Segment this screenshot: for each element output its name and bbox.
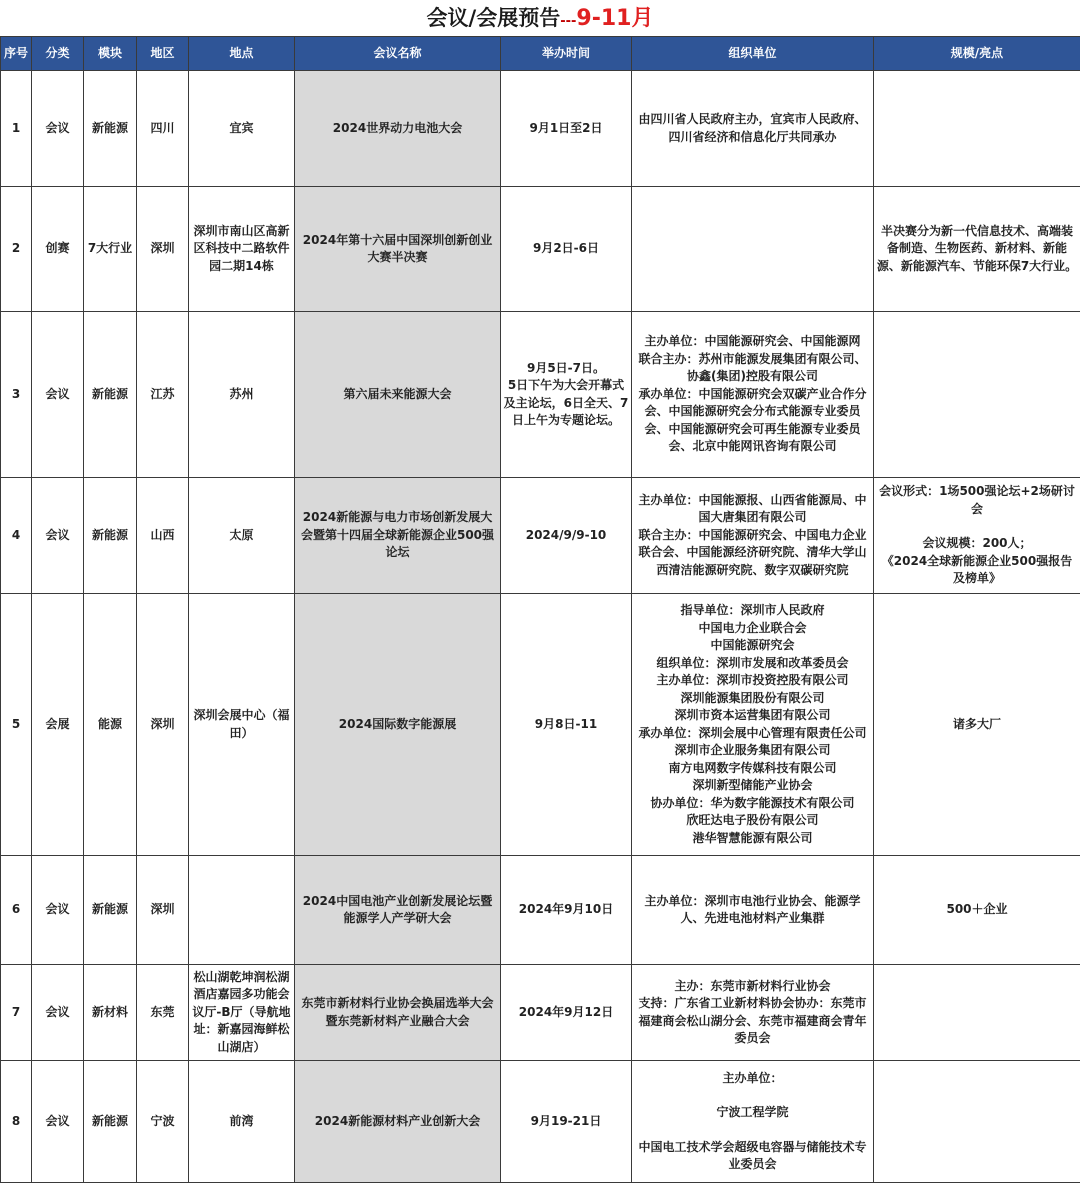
cell-no: 2 (1, 187, 32, 312)
cell-name: 东莞市新材料行业协会换届选举大会暨东莞新材料产业融合大会 (295, 965, 501, 1061)
cell-line: 深圳新型储能产业协会 (692, 778, 813, 792)
header-row (1, 37, 1080, 71)
cell-line: 南方电网数字传媒科技有限公司 (668, 760, 837, 775)
cell-region: 深圳 (137, 187, 189, 312)
cell-line: 主办单位：中国能源研究会、中国能源网 (644, 334, 861, 349)
cell-line: 会议形式：1场500强论坛+2场研讨会 (879, 484, 1075, 516)
cell-no: 7 (1, 965, 32, 1061)
cell-highlight (874, 1061, 1080, 1183)
cell-line: 《2024全球新能源企业500强报告及榜单》 (881, 553, 1073, 586)
cell-category: 会议 (32, 856, 84, 965)
cell-line: 主办：东莞市新材料行业协会 (674, 978, 831, 993)
table-row (1, 71, 1080, 187)
cell-time: 9月8日-11 (501, 594, 632, 856)
cell-location: 太原 (189, 478, 295, 594)
cell-no: 4 (1, 478, 32, 594)
cell-highlight: 半决赛分为新一代信息技术、高端装备制造、生物医药、新材料、新能源、新能源汽车、节能环保7大行业。 (874, 187, 1080, 312)
col-header-category: 分类 (32, 37, 84, 71)
cell-no: 3 (1, 312, 32, 478)
cell-line: 联合主办：苏州市能源发展集团有限公司、协鑫(集团)控股有限公司 (638, 351, 867, 384)
cell-module: 新能源 (84, 856, 137, 965)
cell-line: 深圳市资本运营集团有限公司 (674, 708, 831, 722)
cell-organizer (632, 1061, 874, 1183)
cell-location (189, 856, 295, 965)
cell-line: 承办单位：深圳会展中心管理有限责任公司 (638, 725, 867, 740)
table-row (1, 312, 1080, 478)
page-title (0, 0, 1080, 36)
cell-time (501, 312, 632, 478)
cell-module: 能源 (84, 594, 137, 856)
cell-module: 新能源 (84, 71, 137, 187)
cell-line: 会议规模：200人； (922, 536, 1032, 551)
cell-time: 2024年9月12日 (501, 965, 632, 1061)
title-range: 9-11月 (576, 6, 654, 31)
table-row (1, 478, 1080, 594)
cell-no: 8 (1, 1061, 32, 1183)
cell-no: 6 (1, 856, 32, 965)
cell-category: 会议 (32, 478, 84, 594)
cell-region: 宁波 (137, 1061, 189, 1183)
col-header-module: 模块 (84, 37, 137, 71)
schedule-table (0, 36, 1080, 1183)
cell-time: 9月19-21日 (501, 1061, 632, 1183)
col-header-highlight: 规模/亮点 (874, 37, 1080, 71)
table-row (1, 187, 1080, 312)
cell-category: 会议 (32, 965, 84, 1061)
cell-time: 2024年9月10日 (501, 856, 632, 965)
cell-module: 7大行业 (84, 187, 137, 312)
cell-name: 2024国际数字能源展 (295, 594, 501, 856)
cell-name: 2024新能源与电力市场创新发展大会暨第十四届全球新能源企业500强论坛 (295, 478, 501, 594)
cell-time: 2024/9/9-10 (501, 478, 632, 594)
cell-organizer (632, 478, 874, 594)
cell-location: 宜宾 (189, 71, 295, 187)
cell-name: 第六届未来能源大会 (295, 312, 501, 478)
cell-highlight (874, 965, 1080, 1061)
cell-name: 2024世界动力电池大会 (295, 71, 501, 187)
cell-region: 东莞 (137, 965, 189, 1061)
cell-no: 1 (1, 71, 32, 187)
cell-line (634, 1122, 871, 1139)
table-row (1, 1061, 1080, 1183)
cell-highlight: 500＋企业 (874, 856, 1080, 965)
cell-line: 欣旺达电子股份有限公司 (686, 813, 819, 827)
cell-category: 会议 (32, 312, 84, 478)
cell-line: 指导单位：深圳市人民政府 (680, 603, 825, 617)
cell-organizer: 主办单位：深圳市电池行业协会、能源学人、先进电池材料产业集群 (632, 856, 874, 965)
cell-module: 新材料 (84, 965, 137, 1061)
cell-category: 会议 (32, 1061, 84, 1183)
cell-line: 主办单位：中国能源报、山西省能源局、中国大唐集团有限公司 (638, 492, 867, 525)
cell-location: 松山湖乾坤润松湖酒店嘉园多功能会议厅-B厅（导航地址：新嘉园海鲜松山湖店） (189, 965, 295, 1061)
cell-line: 深圳能源集团股份有限公司 (680, 690, 825, 705)
cell-region: 山西 (137, 478, 189, 594)
cell-line: 中国电力企业联合会 (698, 620, 807, 635)
cell-time: 9月2日-6日 (501, 187, 632, 312)
cell-line: 协办单位：华为数字能源技术有限公司 (650, 795, 855, 810)
cell-line: 承办单位：中国能源研究会双碳产业合作分会、中国能源研究会分布式能源专业委员会、中国能源研究会可再生能源专业委员会、北京中能网讯咨询有限公司 (638, 386, 867, 454)
cell-line: 支持：广东省工业新材料协会协办：东莞市福建商会松山湖分会、东莞市福建商会青年委员会 (638, 996, 867, 1045)
cell-highlight (874, 71, 1080, 187)
cell-organizer (632, 965, 874, 1061)
cell-line (876, 518, 1078, 535)
cell-location: 深圳市南山区高新区科技中二路软件园二期14栋 (189, 187, 295, 312)
cell-name: 2024年第十六届中国深圳创新创业大赛半决赛 (295, 187, 501, 312)
cell-line: 中国电工技术学会超级电容器与储能技术专业委员会 (638, 1139, 867, 1171)
table-row (1, 965, 1080, 1061)
cell-region: 深圳 (137, 594, 189, 856)
cell-module: 新能源 (84, 1061, 137, 1183)
cell-category: 会议 (32, 71, 84, 187)
cell-name: 2024新能源材料产业创新大会 (295, 1061, 501, 1183)
cell-location: 前湾 (189, 1061, 295, 1183)
cell-region: 江苏 (137, 312, 189, 478)
cell-highlight (874, 478, 1080, 594)
cell-organizer (632, 312, 874, 478)
table-row (1, 594, 1080, 856)
cell-line: 宁波工程学院 (716, 1105, 789, 1119)
cell-line (634, 1087, 871, 1104)
cell-no: 5 (1, 594, 32, 856)
cell-region: 深圳 (137, 856, 189, 965)
title-separator: --- (560, 14, 577, 29)
cell-time: 9月1日至2日 (501, 71, 632, 187)
cell-category: 创赛 (32, 187, 84, 312)
cell-line: 9月5日-7日。 (526, 360, 606, 375)
cell-category: 会展 (32, 594, 84, 856)
cell-module: 新能源 (84, 478, 137, 594)
cell-line: 组织单位：深圳市发展和改革委员会 (656, 655, 849, 670)
cell-organizer (632, 187, 874, 312)
cell-location: 深圳会展中心（福田） (189, 594, 295, 856)
cell-module: 新能源 (84, 312, 137, 478)
col-header-organizer: 组织单位 (632, 37, 874, 71)
cell-name: 2024中国电池产业创新发展论坛暨能源学人产学研大会 (295, 856, 501, 965)
col-header-location: 地点 (189, 37, 295, 71)
cell-line: 5日下午为大会开幕式及主论坛，6日全天、7日上午为专题论坛。 (503, 378, 629, 427)
col-header-time: 举办时间 (501, 37, 632, 71)
col-header-name: 会议名称 (295, 37, 501, 71)
cell-region: 四川 (137, 71, 189, 187)
cell-organizer (632, 594, 874, 856)
cell-highlight: 诸多大厂 (874, 594, 1080, 856)
cell-organizer: 由四川省人民政府主办，宜宾市人民政府、四川省经济和信息化厅共同承办 (632, 71, 874, 187)
cell-line: 主办单位： (722, 1070, 783, 1085)
title-main: 会议/会展预告 (426, 6, 561, 30)
cell-location: 苏州 (189, 312, 295, 478)
cell-line: 主办单位：深圳市投资控股有限公司 (656, 673, 849, 687)
col-header-region: 地区 (137, 37, 189, 71)
cell-line: 中国能源研究会 (710, 638, 795, 652)
col-header-no: 序号 (1, 37, 32, 71)
cell-line: 深圳市企业服务集团有限公司 (674, 743, 831, 757)
table-row (1, 856, 1080, 965)
cell-line: 联合主办：中国能源研究会、中国电力企业联合会、中国能源经济研究院、清华大学山西清洁能源研究院、数字双碳研究院 (638, 527, 867, 577)
cell-line: 港华智慧能源有限公司 (692, 830, 813, 845)
cell-highlight (874, 312, 1080, 478)
